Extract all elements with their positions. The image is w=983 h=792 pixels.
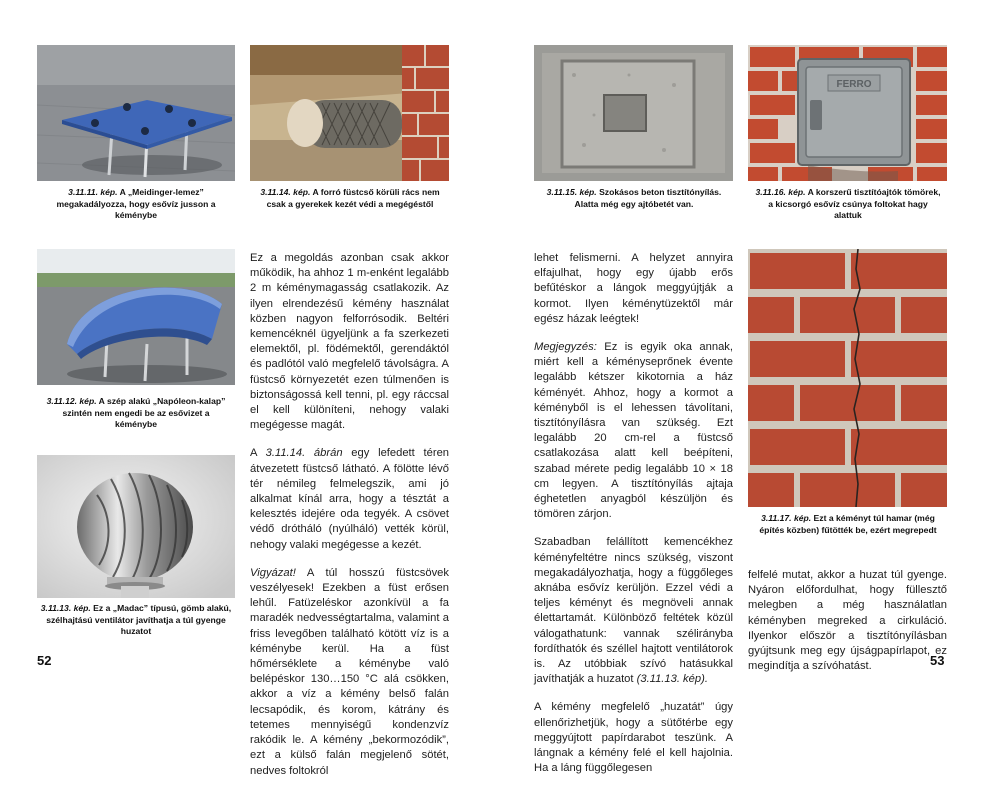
caption-3-11-15: 3.11.15. kép. Szokásos beton tisztítónyílás. Alatta még egy ajtóbetét van. [546, 187, 722, 209]
page-number-left: 52 [37, 653, 52, 668]
right-body-text [534, 251, 733, 790]
right-body-text-continued [748, 568, 947, 687]
caption-3-11-13: 3.11.13. kép. Ez a „Madac” típusú, gömb alakú, szélhajtású ventilátor javíthatja a túl gyenge huzatot [40, 603, 232, 637]
right-paragraph-5: felfelé mutat, akkor a huzat túl gyenge. Nyáron előfordulhat, hogy füllesztő melegben a még használatlan kéményben megreked a cirkuláció. Ilyenkor először a tisztítónyílásban gyújtsunk meg egy újságpapírlapot, ez megindítja a szívóhatást. [748, 569, 947, 673]
door-brand-text: FERRO [836, 79, 872, 90]
photo-cracked-chimney [748, 249, 947, 507]
right-paragraph-4: A kémény megfelelő „huzatát” úgy ellenőrizhetjük, hogy a sütőtérbe egy meggyújtott papírdarabot teszünk. A lángnak a kémény felé el kell hajolnia. Ha a láng függőlegesen [534, 701, 733, 775]
left-body-text [250, 251, 449, 792]
left-paragraph-3: Vigyázat! A túl hosszú füstcsövek veszélyesek! Ezekben a füst erősen lehűl. Fatüzeléskor azonkívül a fa maradék nedvességtartalma, valamint a friss levegőben található kötött víz is a kéménybe kerül. Ha a füst hőmérséklete a kéménybe való belépéskor 130…150 °C alá csökken, akkor a víz a kémény belső falán lecsapódik, és korom, kátrány és tetemes mennyiségű kondenzvíz rakódik le. A kémény „bekormozódik”, ezt a külső falán megjelenő sötét, nedves foltokról [250, 566, 449, 777]
left-paragraph-2: A 3.11.14. ábrán egy lefedett téren átvezetett füstcső látható. A fölötte lévő tér némileg felmelegszik, ami jó alkalmat kínál arra, hogy a tésztát a kelesztés idejére oda tegyék. A csövet védő drótháló (nyúlháló) vették körül, nehogy valaki megégesse a kezét. [250, 447, 450, 551]
photo-flue-grate [250, 45, 449, 181]
caption-3-11-14: 3.11.14. kép. A forró füstcső körüli rács nem csak a gyerekek kezét védi a megégéstől [260, 187, 440, 209]
page-number-right: 53 [930, 653, 945, 668]
caption-3-11-11: 3.11.11. kép. A „Meidinger-lemez” megakadályozza, hogy esővíz jusson a kéménybe [56, 187, 216, 221]
photo-madac-ventilator [37, 455, 235, 598]
right-paragraph-1: lehet felismerni. A helyzet annyira elfajulhat, hogy egy újabb erős befűtéskor a lángok meggyújtják a kormot. Ilyen kéménytüzektől már egész házak leégtek! [534, 252, 733, 325]
photo-napoleon-hat [37, 249, 235, 385]
right-paragraph-2: Megjegyzés: Ez is egyik oka annak, miért kell a kéményseprőnek évente legalább kétszer kikotornia a ház kéményét. Ahhoz, hogy a kormot a kéményből is el lehessen távolítani, tisztítónyílásra van szükség. Ezt legalább 20 cm-rel a füstcső csatlakozása alatt kell beépíteni, szabad mérete pedig legalább 10 × 18 cm legyen. A tisztítónyílás ajtaja éghetetlen anyagból készüljön és tömören zárjon. [534, 341, 733, 521]
caption-3-11-12: 3.11.12. kép. A szép alakú „Napóleon-kalap” szintén nem engedi be az esővizet a kéménybe [46, 396, 226, 430]
photo-meidinger-plate [37, 45, 235, 181]
left-paragraph-1: Ez a megoldás azonban csak akkor működik, ha ahhoz 1 m-enként legalább 2 m kéménymagasság csatlakozik. Az ilyen elrendezésű kémény használat közben nagyon felforrósodik. Beltéri kemencéknél ügyeljünk a fa szerkezeti elemektől, pl. födémektől, gerendáktól és padlótól való megfelelő távolságra. A füstcső környezetét ezen túlmenően is biztonságossá kell tenni, pl. egy ráccsal el kell különíteni, nehogy valaki megégesse magát. [250, 252, 449, 432]
photo-modern-cleaning-door [748, 45, 947, 181]
caption-3-11-16: 3.11.16. kép. A korszerű tisztítóajtók tömörek, a kicsorgó esővíz csúnya foltokat hagy alattuk [755, 187, 941, 221]
caption-3-11-17: 3.11.17. kép. Ezt a kéményt túl hamar (még építés közben) fűtötték be, ezért megrepedt [759, 513, 937, 535]
photo-concrete-opening [534, 45, 733, 181]
right-paragraph-3: Szabadban felállított kemencékhez kéményfeltétre nincs szükség, viszont megakadályozhatja, hogy a függőleges aknába esővíz kerüljön. Ezzel védi a teljes kéményt és megnöveli annak élettartamát. Különböző feltétek közül válogathatunk: vannak szélirányba fordíthatók és széllel hajtott ventilátorok is. Az utóbbiak szívó hatásukkal javíthatják a huzatot (3.11.13. kép). [534, 536, 733, 686]
